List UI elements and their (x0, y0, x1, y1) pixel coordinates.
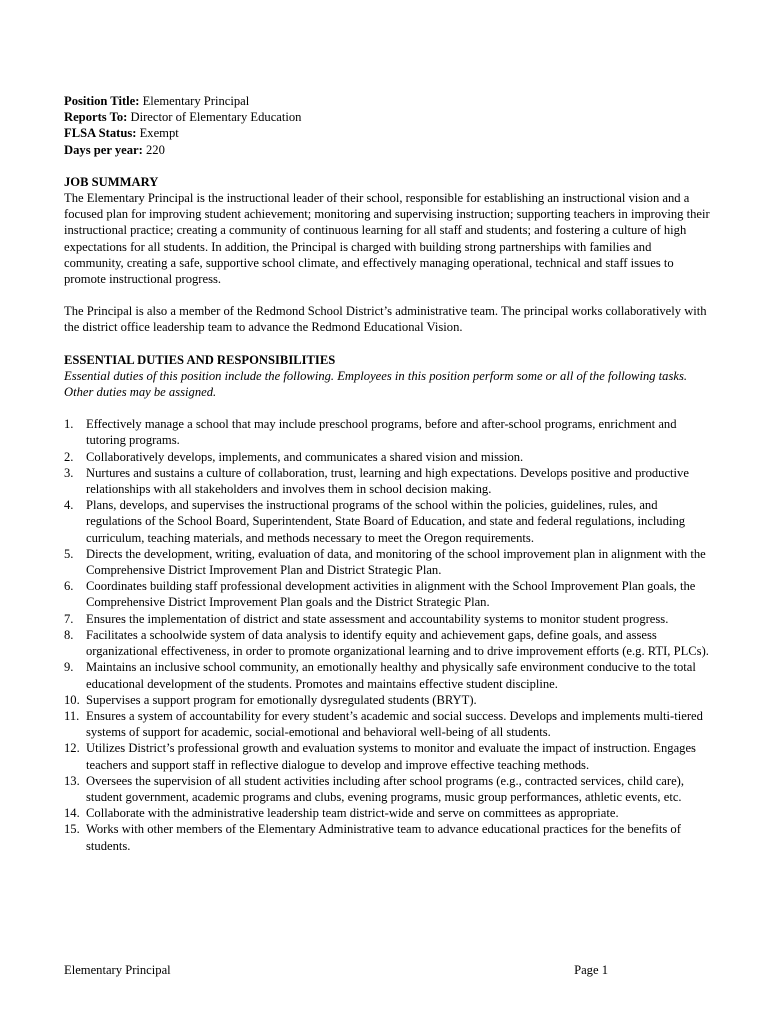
duty-text: Coordinates building staff professional development activities in alignment with the School Improvement Plan goals, the Comprehensive District Improvement Plan goals and the District Strategic Plan. (86, 579, 696, 610)
reports-to-line (64, 109, 714, 125)
duty-number: 8. (64, 627, 74, 642)
duty-number: 9. (64, 660, 74, 675)
position-title-value: Elementary Principal (142, 94, 250, 108)
duty-item (64, 627, 714, 659)
duty-text: Ensures a system of accountability for every student’s academic and social success. Develops and implements multi-tiered systems of support for academic, social-emotional and behavioral well-being of all students. (86, 708, 703, 740)
duty-text: Maintains an inclusive school community, an emotionally healthy and physically safe environment conducive to the total educational development of the students. Promotes and maintains effective student discipline. (86, 660, 696, 691)
duty-number: 14. (64, 806, 80, 821)
duties-heading: ESSENTIAL DUTIES AND RESPONSIBILITIES (64, 352, 336, 367)
duty-number: 1. (64, 417, 74, 432)
duties-intro: Essential duties of this position include the following. Employees in this position perform some or all of the following tasks. Other duties may be assigned. (64, 368, 688, 400)
duty-item (64, 708, 714, 740)
job-summary-paragraph-2: The Principal is also a member of the Redmond School District’s administrative team. The principal works collaboratively with the district office leadership team to advance the Redmond Educational Vision. (64, 304, 707, 335)
duty-item (64, 659, 714, 691)
duty-item (64, 465, 714, 497)
duty-number: 3. (64, 465, 74, 480)
duty-text: Ensures the implementation of district and state assessment and accountability systems to monitor student progress. (86, 611, 669, 626)
duty-text: Effectively manage a school that may include preschool programs, before and after-school programs, enrichment and tutoring programs. (86, 417, 677, 448)
days-per-year-label: Days per year: (64, 142, 143, 157)
duty-number: 7. (64, 611, 74, 626)
duty-number: 6. (64, 579, 74, 594)
duty-text: Oversees the supervision of all student activities including after school programs (e.g., contracted services, child care), student government, academic programs and clubs, evening programs, music group performances, athletic events, etc. (86, 773, 685, 804)
footer-page-number: Page 1 (574, 963, 608, 977)
duty-text: Works with other members of the Elementary Administrative team to advance educational practices for the benefits of students. (86, 822, 681, 853)
duty-text: Nurtures and sustains a culture of collaboration, trust, learning and high expectations. Develops positive and productive relationships with all stakeholders and involves them in school decision making. (86, 465, 689, 497)
flsa-status-label: FLSA Status: (64, 126, 137, 141)
duty-number: 5. (64, 546, 74, 561)
duty-item (64, 692, 714, 708)
duty-text: Collaboratively develops, implements, and communicates a shared vision and mission. (86, 449, 524, 464)
duties-list (64, 416, 714, 853)
duty-text: Utilizes District’s professional growth and evaluation systems to monitor and evaluate the impact of instruction. Engages teachers and support staff in reflective dialogue to develop and improve effective teaching methods. (86, 741, 696, 772)
duty-number: 10. (64, 692, 80, 707)
duty-text: Directs the development, writing, evaluation of data, and monitoring of the school improvement plan in alignment with the Comprehensive District Improvement Plan and District Strategic Plan. (86, 546, 706, 578)
duty-item (64, 773, 714, 805)
duty-item (64, 416, 714, 448)
reports-to-value: Director of Elementary Education (130, 110, 302, 125)
duty-item (64, 497, 714, 546)
duty-item (64, 546, 714, 578)
job-summary-paragraph-1: The Elementary Principal is the instructional leader of their school, responsible for establishing an instructional vision and a focused plan for improving student achievement; monitoring and supervising instruction; supporting teachers in improving their instructional practice; creating a community of continuous learning for all staff and students; and fostering a culture of high expectations for all students. In addition, the Principal is charged with building strong partnerships with families and community, creating a safe, supportive school climate, and effectively managing operational, technical and staff issues to promote instructional progress. (64, 191, 710, 287)
duty-number: 13. (64, 773, 80, 788)
document-page (64, 93, 714, 854)
duty-item (64, 611, 714, 627)
reports-to-label: Reports To: (64, 110, 128, 125)
duty-item (64, 740, 714, 772)
duty-item (64, 578, 714, 610)
flsa-status-line (64, 125, 714, 141)
duty-item (64, 449, 714, 465)
duty-number: 4. (64, 498, 74, 513)
flsa-status-value: Exempt (139, 126, 179, 141)
duty-text: Facilitates a schoolwide system of data analysis to identify equity and achievement gaps, define goals, and assess organizational effectiveness, in order to promote organizational learning and to drive improvement efforts (e.g. RTI, PLCs). (86, 627, 709, 659)
days-per-year-line (64, 142, 714, 158)
duty-number: 11. (64, 708, 80, 723)
days-per-year-value: 220 (145, 142, 165, 157)
job-summary-heading: JOB SUMMARY (64, 174, 159, 189)
position-title-line (64, 93, 714, 109)
duty-item (64, 821, 714, 853)
position-title-label: Position Title: (64, 94, 140, 108)
duty-text: Supervises a support program for emotionally dysregulated students (BRYT). (86, 692, 477, 707)
duty-text: Plans, develops, and supervises the instructional programs of the school within the policies, guidelines, rules, and regulations of the School Board, Superintendent, State Board of Education, and state and federal regulations, including curriculum, teaching materials, and methods necessary to meet the Oregon requirements. (86, 498, 686, 545)
duty-number: 2. (64, 449, 74, 464)
duty-number: 12. (64, 741, 80, 756)
duty-number: 15. (64, 822, 80, 837)
duty-item (64, 805, 714, 821)
duty-text: Collaborate with the administrative leadership team district-wide and serve on committees as appropriate. (86, 806, 619, 821)
footer-document-title: Elementary Principal (64, 963, 171, 977)
